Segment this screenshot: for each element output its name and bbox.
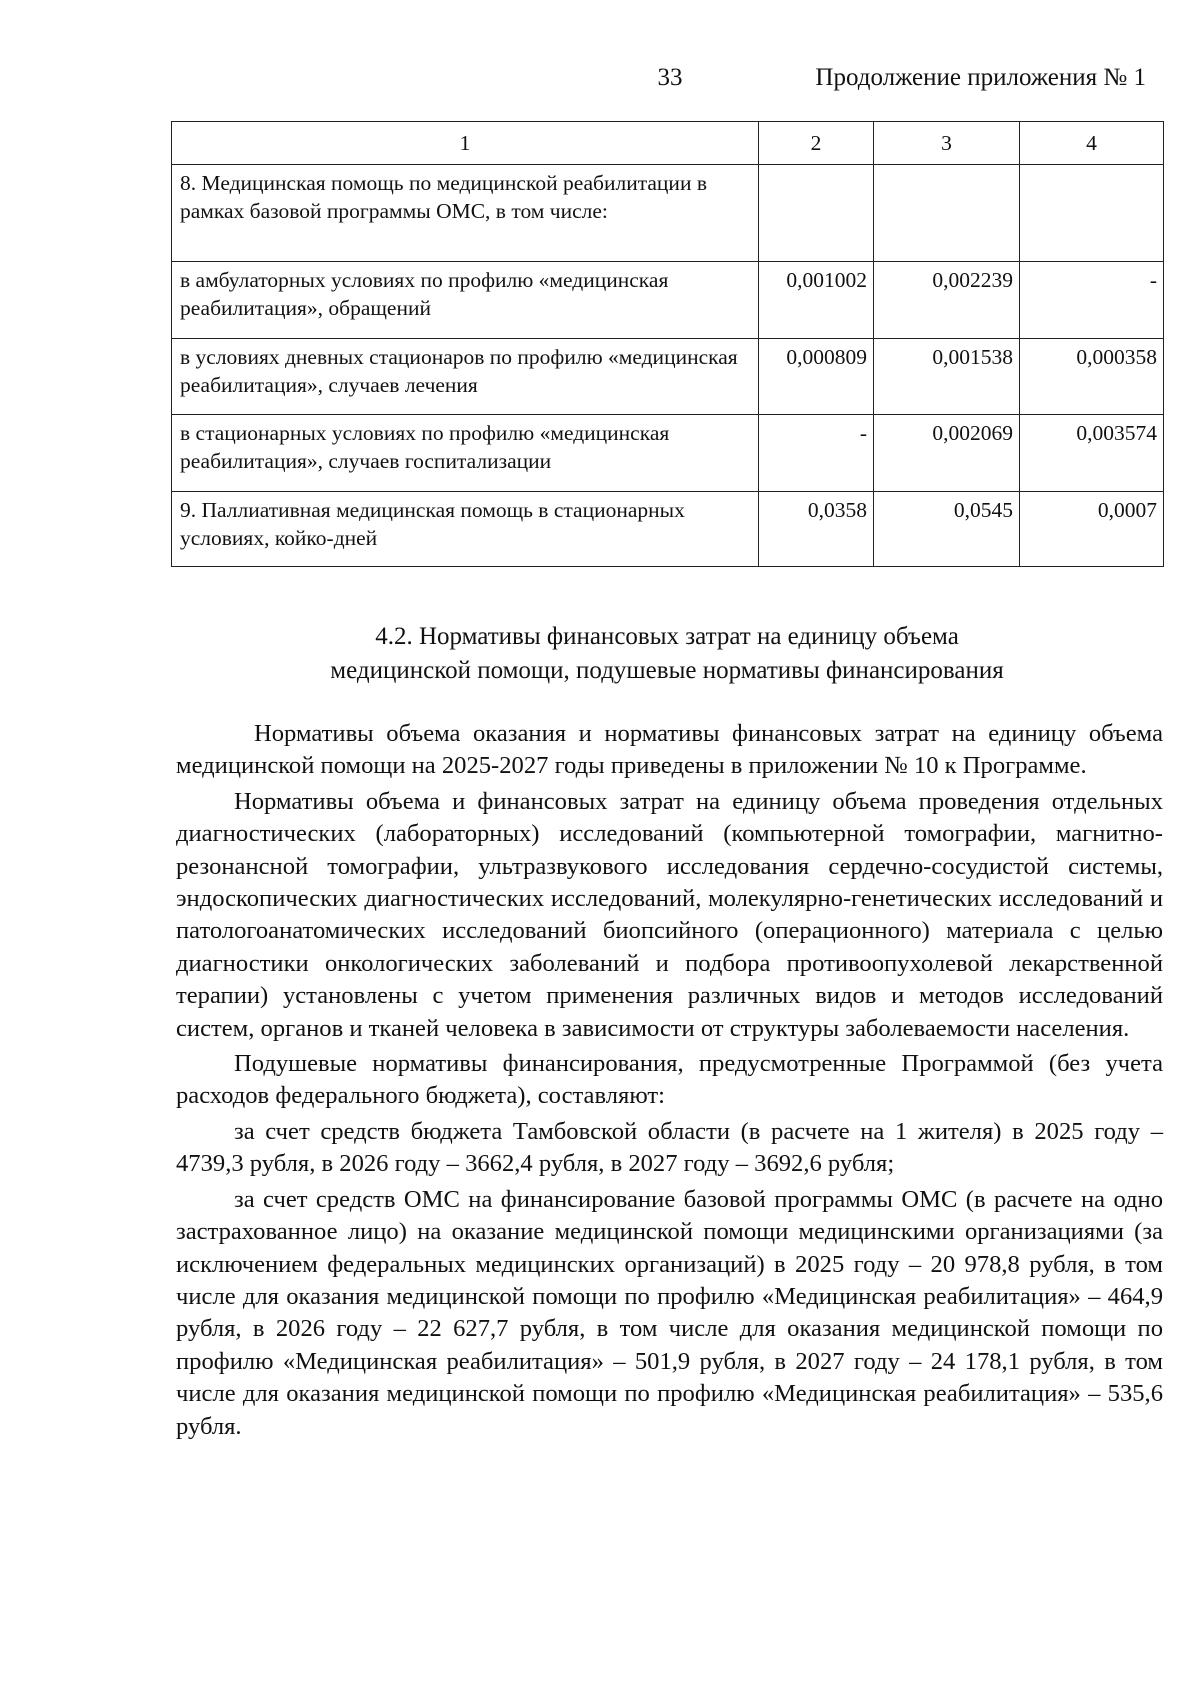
paragraph-regional-budget: за счет средств бюджета Тамбовской области (в расчете на 1 жителя) в 2025 году – 4739,3 рубля, в 2026 году – 3662,4 рубля, в 2027 году – 3692,6 рубля;: [176, 1117, 1163, 1178]
value-2025: 0,000809: [759, 339, 874, 415]
column-header: 1: [172, 122, 759, 165]
section-heading-line: медицинской помощи, подушевые нормативы финансирования: [330, 657, 1004, 684]
value-2026: 0,001538: [874, 339, 1020, 415]
paragraph-oms-funding: за счет средств ОМС на финансирование базовой программы ОМС (в расчете на одно застрахованное лицо) на оказание медицинской помощи медицинскими организациями (за исключением федеральных медицинских организаций) в 2025 году – 20 978,8 рубля, в том числе для оказания медицинской помощи по профилю «Медицинская реабилитация» – 464,9 рубля, в 2026 году – 22 627,7 рубля, в том числе для оказания медицинской помощи по профилю «Медицинская реабилитация» – 501,9 рубля, в 2027 году – 24 178,1 рубля, в том числе для оказания медицинской помощи по профилю «Медицинская реабилитация» – 535,6 рубля.: [176, 1185, 1163, 1440]
section-heading: [171, 620, 1163, 688]
value-2027: 0,003574: [1020, 415, 1164, 492]
value-2027: 0,0007: [1020, 492, 1164, 567]
table-row: [172, 262, 1164, 339]
page-number: 33: [657, 64, 683, 91]
table-row: [172, 415, 1164, 492]
norms-table: [171, 121, 1164, 567]
table-row: [172, 165, 1164, 262]
row-label: в условиях дневных стационаров по профилю «медицинская реабилитация», случаев лечения: [172, 339, 759, 415]
table-row: [172, 339, 1164, 415]
paragraph-volume-norms: Нормативы объема оказания и нормативы финансовых затрат на единицу объема медицинской помощи на 2025-2027 годы приведены в приложении № 10 к Программе.: [176, 720, 1163, 780]
row-label: в амбулаторных условиях по профилю «медицинская реабилитация», обращений: [172, 262, 759, 339]
paragraph-per-capita-intro: Подушевые нормативы финансирования, предусмотренные Программой (без учета расходов федерального бюджета), составляют:: [176, 1050, 1163, 1110]
section-heading-line: 4.2. Нормативы финансовых затрат на единицу объема: [375, 623, 959, 650]
value-2025: 0,001002: [759, 262, 874, 339]
value-2025: -: [759, 415, 874, 492]
value-2027: 0,000358: [1020, 339, 1164, 415]
value-2026: [874, 165, 1020, 262]
value-2025: 0,0358: [759, 492, 874, 567]
paragraph-diagnostic-norms: Нормативы объема и финансовых затрат на единицу объема проведения отдельных диагностических (лабораторных) исследований (компьютерной томографии, магнитно-резонансной томографии, ультразвукового исследования сердечно-сосудистой системы, эндоскопических диагностических исследований, молекулярно-генетических исследований и патологоанатомических исследований биопсийного (операционного) материала с целью диагностики онкологических заболеваний и подбора противоопухолевой лекарственной терапии) установлены с учетом применения различных видов и методов исследований систем, органов и тканей человека в зависимости от структуры заболеваемости населения.: [176, 787, 1163, 1042]
value-2026: 0,002069: [874, 415, 1020, 492]
column-header: 3: [874, 122, 1020, 165]
table-header-row: [172, 122, 1164, 165]
value-2027: -: [1020, 262, 1164, 339]
column-header: 2: [759, 122, 874, 165]
value-2027: [1020, 165, 1164, 262]
column-header: 4: [1020, 122, 1164, 165]
value-2025: [759, 165, 874, 262]
value-2026: 0,0545: [874, 492, 1020, 567]
row-label: 8. Медицинская помощь по медицинской реабилитации в рамках базовой программы ОМС, в том числе:: [172, 165, 759, 262]
row-label: 9. Паллиативная медицинская помощь в стационарных условиях, койко-дней: [172, 492, 759, 567]
body-text: [176, 718, 1163, 1446]
value-2026: 0,002239: [874, 262, 1020, 339]
appendix-continuation-caption: Продолжение приложения № 1: [815, 64, 1146, 91]
table-row: [172, 492, 1164, 567]
row-label: в стационарных условиях по профилю «медицинская реабилитация», случаев госпитализации: [172, 415, 759, 492]
